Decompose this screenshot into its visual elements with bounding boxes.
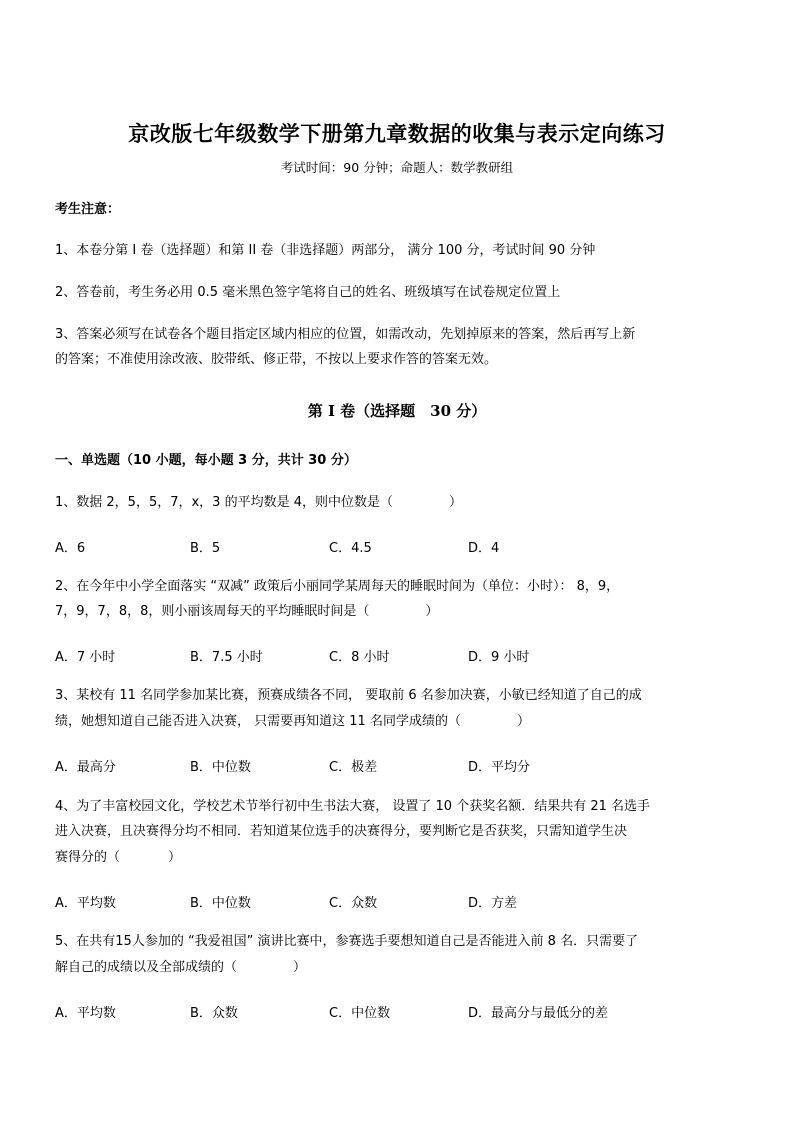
option-b: B．众数 [190,1006,238,1021]
option-a: A．最高分 [55,760,116,775]
option-d: D．最高分与最低分的差 [468,1006,609,1021]
option-d: D．方差 [468,896,518,911]
document-subtitle: 考试时间：90 分钟；命题人：数学教研组 [280,160,514,175]
option-d: D．9 小时 [468,650,530,665]
question-text: 绩，她想知道自己能否进入决赛， 只需要再知道这 11 名同学成绩的（ [55,714,461,729]
option-a: A．平均数 [55,896,116,911]
notice-heading: 考生注意： [55,202,121,217]
question-5-line-1: 5、在共有15人参加的 “我爱祖国” 演讲比赛中，参赛选手要想知道自己是否能进入前 8 名．只需要了 [55,934,639,949]
closing-paren: ） [516,714,530,729]
question-text: 7，9，7，8，8，则小丽该周每天的平均睡眠时间是（ [55,604,370,619]
option-d: D．平均分 [468,760,531,775]
notice-item-1: 1、本卷分第 I 卷（选择题）和第 II 卷（非选择题）两部分， 满分 100 分，考试时间 90 分钟 [55,243,596,258]
part-heading: 一、单选题（10 小题，每小题 3 分，共计 30 分） [55,453,357,468]
notice-item-3-line-2: 的答案；不准使用涂改液、胶带纸、修正带，不按以上要求作答的答案无效。 [55,352,498,367]
closing-paren: ） [449,495,463,510]
option-c: C．极差 [329,760,378,775]
notice-item-2: 2、答卷前，考生务必用 0.5 毫米黑色签字笔将自己的姓名、班级填写在试卷规定位置上 [55,285,561,300]
option-c: C．4.5 [329,541,372,556]
section-title: 第 I 卷（选择题 30 分） [307,402,487,420]
question-2-line-2 [55,602,438,622]
question-4-line-2: 进入决赛，且决赛得分均不相同．若知道某位选手的决赛得分，要判断它是否获奖，只需知道学生决 [55,824,628,839]
option-c: C．众数 [329,896,378,911]
question-2-line-1: 2、在今年中小学全面落实 “双减” 政策后小丽同学某周每天的睡眠时间为（单位：小时）： 8，9， [55,579,620,594]
question-4-line-1: 4、为了丰富校园文化，学校艺术节举行初中生书法大赛， 设置了 10 个获奖名额．结果共有 21 名选手 [55,799,651,814]
option-b: B．中位数 [190,896,251,911]
question-3-line-2 [55,712,530,732]
option-c: C．8 小时 [329,650,390,665]
question-1 [55,493,462,513]
question-3-line-1: 3、某校有 11 名同学参加某比赛，预赛成绩各不同， 要取前 6 名参加决赛，小敏已经知道了自己的成 [55,688,642,703]
option-d: D．4 [468,541,500,556]
question-4-line-3 [55,848,181,868]
option-c: C．中位数 [329,1006,391,1021]
option-a: A．平均数 [55,1006,116,1021]
question-text: 解自己的成绩以及全部成绩的（ [55,960,238,975]
notice-item-3-line-1: 3、答案必须写在试卷各个题目指定区域内相应的位置，如需改动，先划掉原来的答案，然后再写上新 [55,327,636,342]
question-text: 赛得分的（ [55,850,121,865]
option-a: A．6 [55,541,86,556]
document-title: 京改版七年级数学下册第九章数据的收集与表示定向练习 [128,121,666,146]
closing-paren: ） [293,960,307,975]
closing-paren: ） [168,850,182,865]
option-b: B．5 [190,541,221,556]
option-b: B．7.5 小时 [190,650,263,665]
closing-paren: ） [425,604,439,619]
option-a: A．7 小时 [55,650,116,665]
option-b: B．中位数 [190,760,251,775]
question-5-line-2 [55,958,306,978]
question-text: 1、数据 2，5，5，7，x，3 的平均数是 4，则中位数是（ [55,495,393,510]
